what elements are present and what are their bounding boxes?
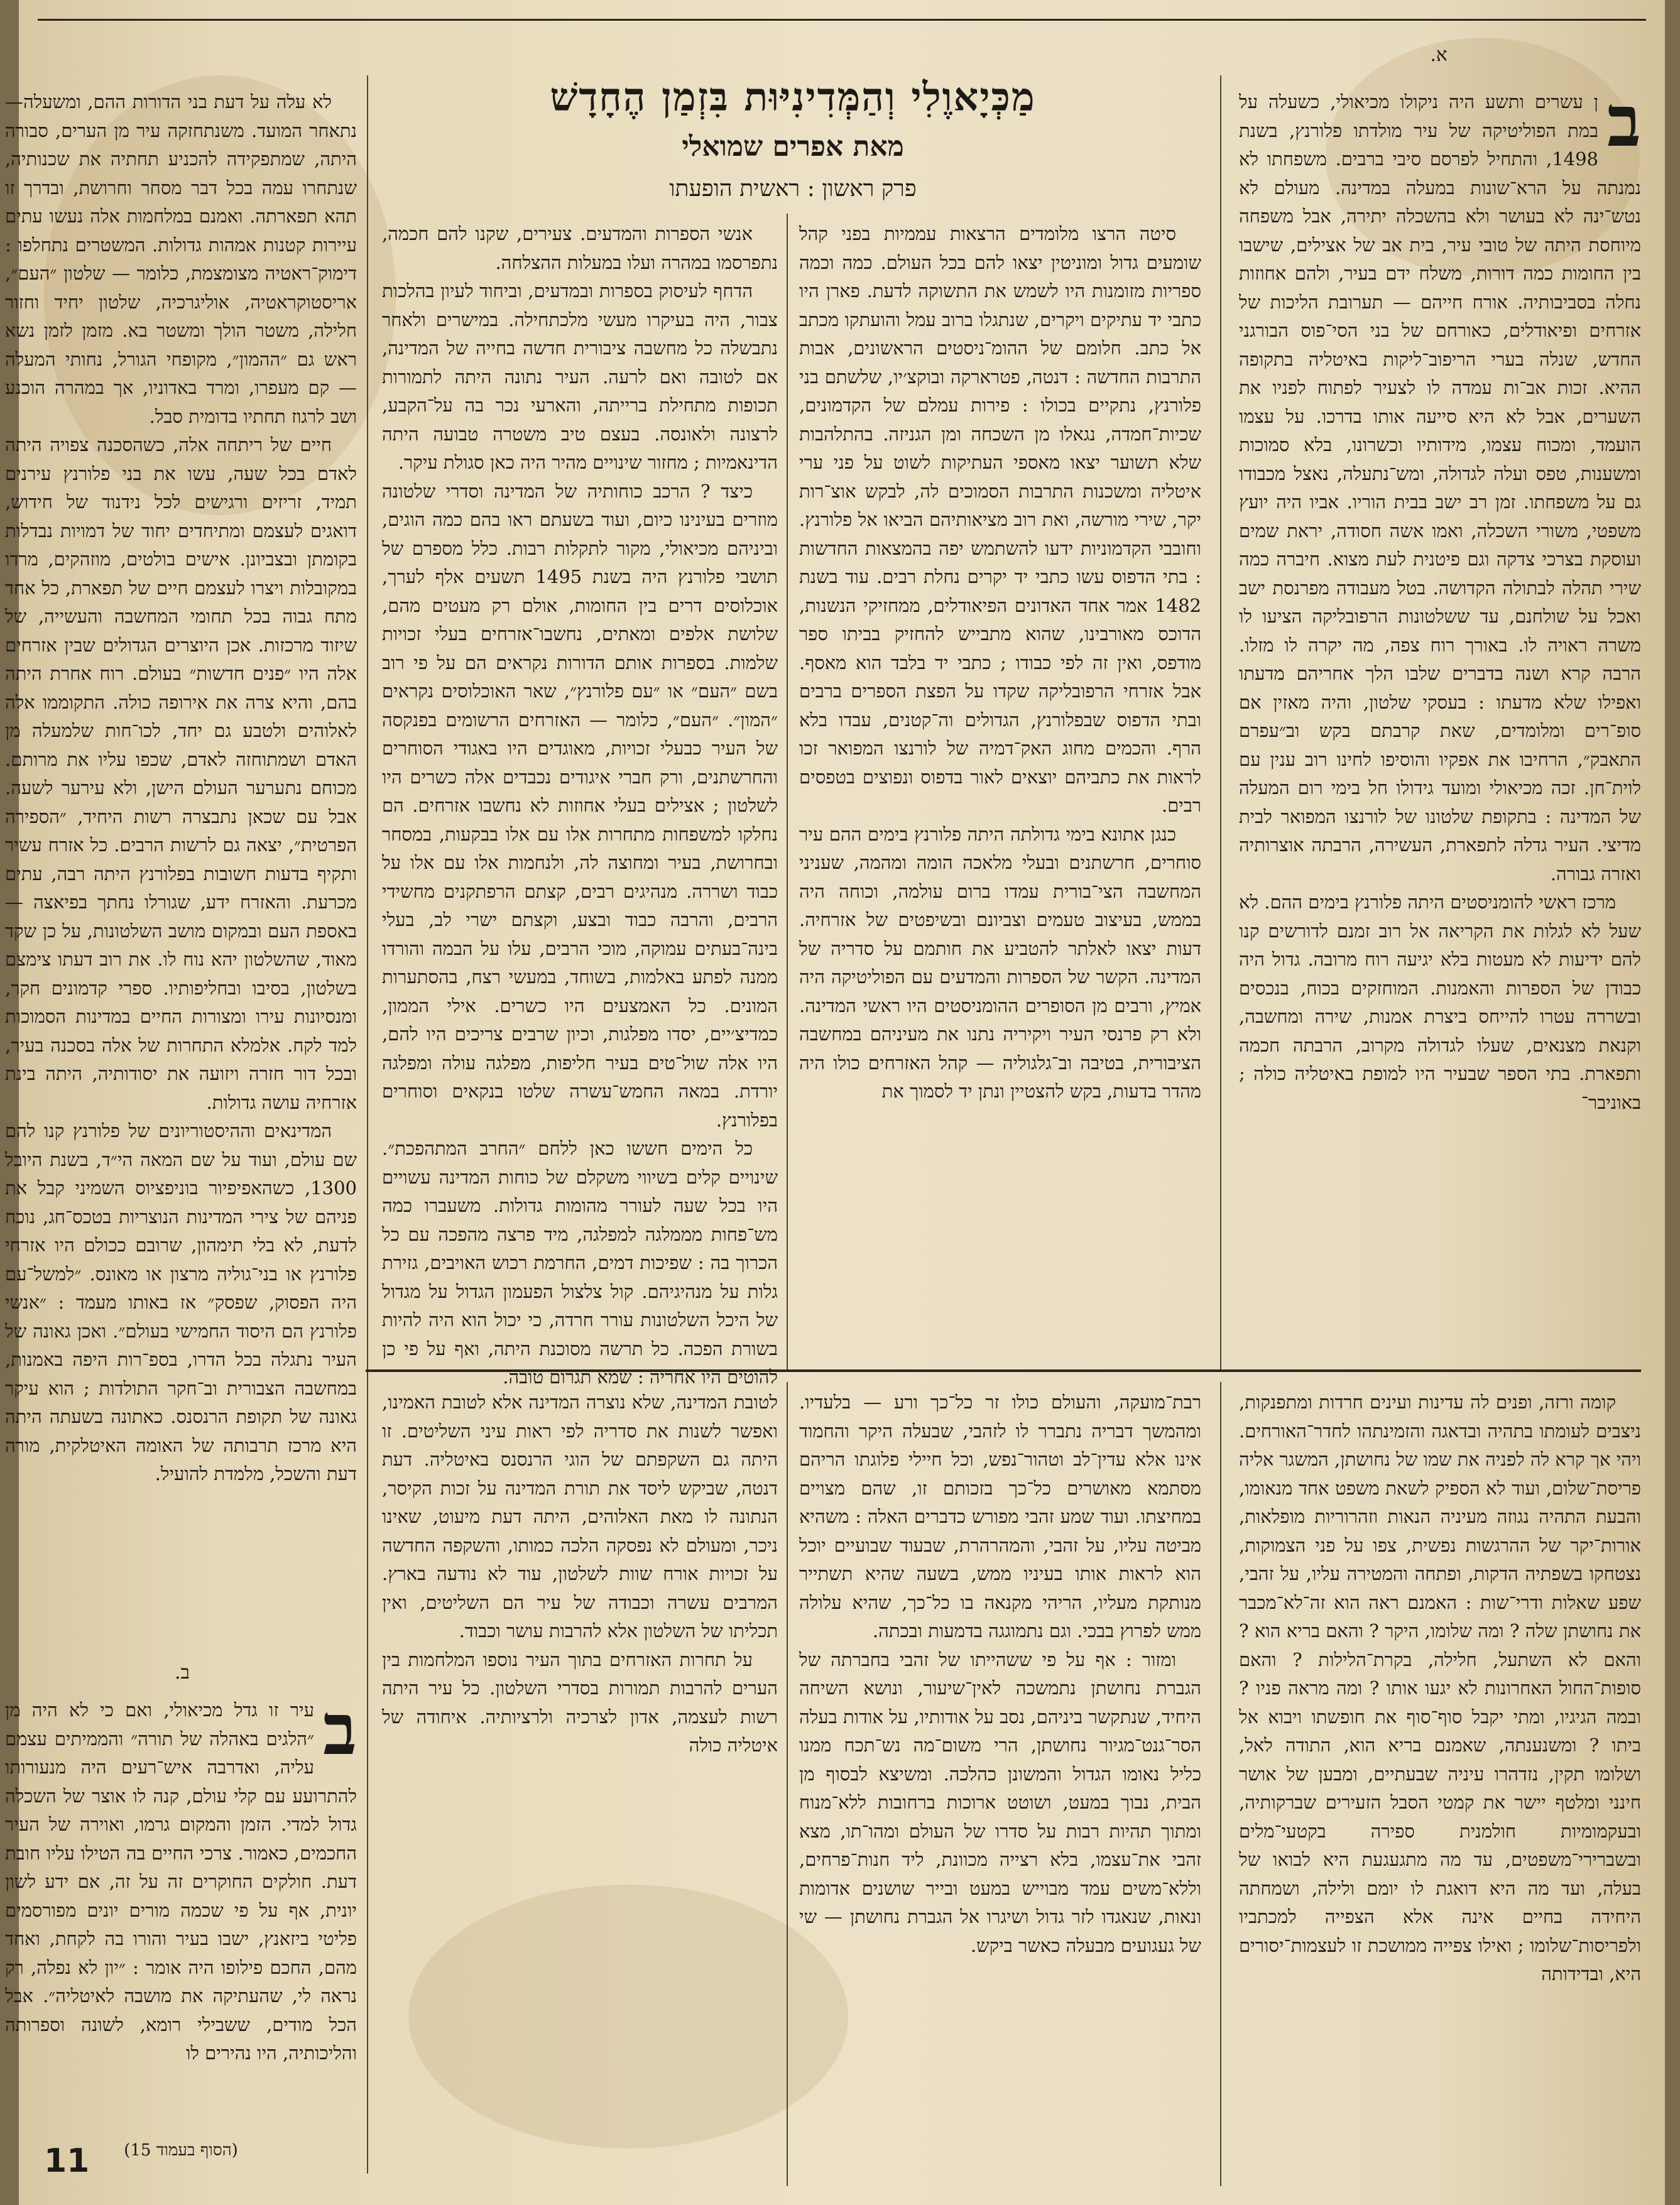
column-paragraph: ב עיר זו גדל מכיאולי, ואם כי לא היה מן ״הלגים באהלה של תורה״ והממיתים עצמם עליה, ואדרבה איש־רעים היה מנעורותו להתרועע עם קלי עולם, קנה לו אוצר של השכלה גדול למדי. הזמן והמקום גרמו, ואוירה של העיר החכמים, כאמור. צרכי החיים בה הטילו עליו חובת דעת. חולקים החוקרים זה על זה, אם ידע לשון יונית, אף על פי שכמה מורים יונים מפורסמים פליטי ביזאנץ, ישבו בעיר והורו בה לקחת, ואחד מהם, החכם פילופו היה אומר : ״יון לא נפלה, רק נראה לי, שהעתיקה את מושבה לאיטליה״. אבל הכל מודים, ששבילי רומא, לשונה וספרותה והליכותיה, היו נהירים לו xyxy=(5,1689,357,2064)
column-paragraph: מרכז ראשי להומניסטים היתה פלורנץ בימים ההם. לא שעל לא לגלות את הקריאה אל רוב זמנם לדורשים קנו להם ידיעות לא מעטות בלא יגיעה רוח מרובה. גדול היה כבודן של הספרות והאמנות. המוחזקים בכוח, בנכסים ובשררה עטרו להייחס ביצרת אמנות, שירה ומחשבה, וקנאת מצנאים, שעלו לגדולה מקרוב, הרבתה חכמה ותפארת. בתי הספר שבעיר היו למופת באיטליה כולה ; באוניבר־ xyxy=(1239,891,1641,1113)
column-paragraph: לא עלה על דעת בני הדורות ההם, ומשעלה— נתאחר המועד. משנתחזקה עיר מן הערים, סבורה היתה, שמתפקידה להכניע תחתיה את שכנותיה, שנתחרו עמה בכל דבר מסחר וחרושת, ובדרך זו תהא תפארתה. ואמנם במלחמות אלה נעשו עתים עיירות קטנות אמהות גדולות. המשטרים נתחלפו : דימוק־ראטיה מצומצמת, כלומר — שלטון ״העם״, אריסטוקראטיה, אוליגרכיה, שלטון יחיד וחזור חלילה, משטר הולך ומשטר בא. מזמן לזמן נשא ראש גם ״ההמון״, מקופחי הגורל, נחותי המעלה — קם מעפרו, ומרד באדוניו, אך במהרה הוכנע ושב לרגוז תחתיו בדומית סבל. xyxy=(5,91,357,427)
column-rule xyxy=(367,75,368,2174)
article-column-1 xyxy=(1239,80,1641,1363)
article-title: מַכְּיָאוֶלִי וְהַמְּדִינִיּוּת בִּזְמַן הֶחָדָשׁ xyxy=(550,74,1036,120)
article-column-4-section-b xyxy=(5,1689,357,2130)
section-marker-a: א. xyxy=(1430,44,1448,66)
column-paragraph: הדחף לעיסוק בספרות ובמדעים, וביחוד לעיון בהלכות צבור, היה בעיקרו מעשי מלכתחילה. במישרים ולאחר נתבשלה כל מחשבה ציבורית חדשה בחייה של המדינה, אם לטובה ואם לרעה. העיר נתונה היתה לתמורות תכופות מתחילת ברייתה, והארעי נכר בה על־הקבע, לרצונה ולאונסה. בעצם טיב משטרה טבועה היתה הדינאמיות ; מחזור שינויים מהיר היה כאן סגולת עיקר. xyxy=(382,280,778,473)
article-header xyxy=(385,69,1201,205)
column-paragraph: אנשי הספרות והמדעים. צעירים, שקנו להם חכמה, נתפרסמו במהרה ועלו במעלות ההצלחה. xyxy=(382,223,778,273)
column-paragraph: חיים של ריתחה אלה, כשהסכנה צפויה היתה לאדם בכל שעה, עשו את בני פלורנץ עירנים תמיד, זריזים ורגישים לכל נידנוד של חידוש, דואגים לעצמם ומתיחדים יחוד של דמויות נבדלות בקומתן ובצביונן. אישים בולטים, מוזהקים, מרדו במקובלות ויצרו לעצמם חיים של תפארת, כל אחד מתח גבוה בכל תחומי המחשבה והעשייה, של שיזוד מרכזות. אכן היוצרים הגדולים שבין אזרחים אלה היו ״פנים חדשות״ בעולם. רוח אחרת היתה בהם, והיא צרה את אירופה כולה. התקוממו אלה לאלוהים ולטבע גם יחד, לכו־חות שלמעלה מן האדם ושמתוחזה לאדם, שכפו עליו את מרותם. מכוחם נתערער העולם הישן, ולא עירער לשעה. אבל עם שכאן נתבצרה רשות היחיד, ״הספירה הפרטית״, יצאה גם לרשות הרבים. כל אזרח עשיר ותקיף בדעות חשובות בפלורנץ היתה רבה, עתים מכרעת. והאזרח ידע, שגורלו נחתך בפיאצה — באספת העם ובמקום מושב השלטונות, על כן שקד מאוד, שהשלטון יהא נוח לו. את רוב דעתו צימצם בשלטון, בסיבו ובחליפותיו. ספרי קדמונים חקר, ומנסיונות עירו ומצורות החיים במדינות הסמוכות למד לקח. אלמלא התחרות של אלה בסכנה בעיר, ובכל דור חזרה ויזועה את יסודותיה, היתה בינת אזרחיה עושה גדולות. xyxy=(5,434,357,1113)
column-rule xyxy=(1220,1382,1221,2186)
article-author: מאת אפרים שמואלי xyxy=(682,131,904,163)
column-paragraph: המדינאים וההיסטוריונים של פלורנץ קנו להם שם עולם, ועוד על שם המאה הי״ד, בשנת היובל 1300, כשהאפיפיור בוניפציוס השמיני קבל את פניהם של צירי המדינות הנוצריות בטכס־חג, נוכח לדעת, לא בלי תימהון, שרובם ככולם היו אזרחי פלורנץ או בני־גוליה מרצון או מאונס. ״למשל־עם היה הפסוק, שפסק״ אז באותו מעמד : ״אנשי פלורנץ הם היסוד החמישי בעולם״. ואכן גאונה של העיר נתגלה בכל הדרו, בספ־רות היפה באמנות, במחשבה הצבורית וב־חקר התולדות ; הוא עיקר גאונה של תקופת הרנסנס. כאתונה בשעתה היתה היא מרכז תרבותה של האומה האיטלקית, מורה דעת והשכל, מלמדת להועיל. xyxy=(5,1120,357,1484)
column-paragraph: על תחרות האזרחים בתוך העיר נוספו המלחמות בין הערים להרבות תמורות בסדרי השלטון. כל עיר היתה רשות לעצמה, אדון לצרכיה ולרציותיה. איחודה של איטליה כולה xyxy=(382,1648,778,1756)
column-paragraph: כל הימים חששו כאן ללחם ״החרב המתהפכת״. שינויים קלים בשיווי משקלם של כוחות המדינה עשויים היו בכל שעה לעורר מהומות גדולות. משעברו כמה מש־פחות מממלגה למפלגה, מיד פרצה מהפכה עם כל הכרוך בה : שפיכות דמים, החרמת רכוש האויבים, גזירת גלות על מנהיגיהם. קול צלצול הפעמון הגדול על מגדול של היכל השלטונות עורר חרדה, כי יכול הוא היה להיות בשורת הפכה. כל תרשה מסוכנת היתה, ואף על פי כן להוטים היו אחריה : שמא תגרום טובה. xyxy=(382,1138,778,1388)
column-paragraph: כיצד ? הרכב כוחותיה של המדינה וסדרי שלטונה מוזרים בעינינו כיום, ועוד בשעתם ראו בהם כמה הוגים, וביניהם מכיאולי, מקור לתקלות רבות. כלל מספרם של תושבי פלורנץ היה בשנת 1495 תשעים אלף לערך, אוכלוסים דרים בין החומות, אולם רק מעטים מהם, שלושת אלפים ומאתים, נחשבו־אזרחים בעלי זכויות שלמות. בספרות אותם הדורות נקראים הם על פי רוב בשם ״העם״ או ״עם פלורנץ״, שאר האוכלוסים נקראים ״המון״. ״העם״, כלומר — האזרחים הרשומים בפנקסה של העיר כבעלי זכויות, מאוגדים היו באגודי הסוחרים והחרשתנים, ורק חברי איגודים נכבדים אלה כשרים היו לשלטון ; אצילים בעלי אחוזות לא נחשבו אזרחים. הם נחלקו למשפחות מתחרות אלו עם אלו בבקעות, במסחר ובחרושת, בעיר ומחוצה לה, ולנחמות אלו עם אלו על כבוד ושררה. מנהיגים רבים, קצתם הרפתקנים מחשידי הרבים, והרבה כבוד ובצע, וקצתם ישרי לב, בעלי בינה־בעתים עמוקה, מוכי הרבים, עלו על הבמה והורדו ממנה לפתע באלמות, בשוחד, במעשי רצח, בהסתערות המונים. כל האמצעים היו כשרים. אילי הממון, כמדיצ׳יים, יסדו מפלגות, וכיון שרבים צריכים היו להם, היו אלה שול־טים בעיר חליפות, מפלגה עולה ומפלגה יורדת. במאה החמש־עשרה שלטו בנקאים וסוחרים בפלורנץ. xyxy=(382,480,778,1131)
story-column-2 xyxy=(799,1388,1201,2199)
column-paragraph: ב ן עשרים ותשע היה ניקולו מכיאולי, כשעלה על במת הפוליטיקה של עיר מולדתו פלורנץ, בשנת 1498, והתחיל לפרסם סיבי ברבים. משפחתו לא נמנתה על הרא־שונות במעלה במדינה. מעולם לא נטש־ינה לא בעושר ולא בהשכלה יתירה, אבל משפחה מיוחסת היתה של טובי עיר, בית אב של אצילים, שישבו בין החומות כמה דורות, משלח ידם בעיר, ולהם אחוזות נחלה בסביבותיה. אורח חייהם — תערובת הליכות של אזרחים ופיאודלים, כאורחם של בני הסי־פוס הבורגני החדש, שנלה בערי הריפוב־ליקות באיטליה בתקופה ההיא. זכות אב־ות עמדה לו לצעיר לפתוח לפניו את השערים, אבל לא היא סייעה אותו בדרכו. על עצמו הועמד, ומכוח עצמו, מידותיו וכשרונו, בלא סמוכות ומשענות, טפס ועלה לגדולה, ומש־נתעלה, נאצל מכבודו גם על משפחתו. זמן רב ישב בבית הוריו. אביו היה יועץ משפטי, משורי השכלה, ואמו אשה חסודה, יראת שמים ועוסקת בצרכי צדקה וגם פיטנית לעת מצוא. חיברה כמה שירי תהלה לבתולה הקדושה. בטל מעבודה מפרנסת ישב ואכל על שולחנם, עד ששלטונות הרפובליקה הציעו לו משרה ראויה לו. באורך רוח צפה, מה יקרה לו מזלו. הרבה קרא ושנה בדברים שלבו הלך אחריהם מדעתו ואפילו שלא מדעתו : בעסקי שלטון, והיה מאזין אם סופ־רים ומלומדים, שאת קרבתם בקש וב״עפרם התאבק״, הרחיבו את אפקיו והוסיפו לחינו רוב ענין עם לוית־חן. זכה מכיאולי ומועד גידולו חל בימי רום המעלה של המדינה : בתקופת שלטונו של לורנצו המפואר לבית מדיצי. העיר גדלה לתפארת, העשירה, הרבתה אוצרותיה ואזרה גבורה. xyxy=(1239,80,1641,885)
column-paragraph: כנגן אתונא בימי גדולתה היתה פלורנץ בימים ההם עיר סוחרים, חרשתנים ובעלי מלאכה הומה ומהמה, שעניני המחשבה הצי־בורית עמדו ברום עולמה, וכוחה היה בממש, בעיצוב טעמים וצביונם ובשיפטים של אזרחיה. דעות יצאו לאלתר להטביע את חותמם על סדריה של המדינה. הקשר של הספרות והמדעים עם הפוליטיקה היה אמיץ, ורבים מן הסופרים ההומניסטים היו ראשי המדינה. ולא רק פרנסי העיר ויקיריה נתנו את מעיניהם במחשבה הציבורית, בטיבה וב־גלגוליה — קהל האזרחים כולו היה מהדר בדעות, בקש להצטיין ונתן יד לסמוך את xyxy=(799,823,1201,1102)
chapter-heading: פרק ראשון : ראשית הופעתו xyxy=(669,176,917,202)
drop-cap: ב xyxy=(323,1689,357,1771)
column-paragraph: קומה ורזה, ופנים לה עדינות ועינים חרדות ומתפנקות, ניצבים לעומתו בתהיה ובדאגה והזמינתהו לחדר־האורחים. ויהי אך קרא לה לפניה את שמו של נחושתן, המשגר אליה פריסת־שלום, ועוד לא הספיק לשאת משפט אחד מנאומו, והבעת התהיה נגוזה מעיניה הנאות וזהרוריות מופלאות, אורות־יקר של ההרגשות נפשית, צפו על פני הצמוקות, נצטחקו בשפתיה הדקות, ופתחה והמטירה עליו, על זהבי, שפע שאלות ודרי־שות : האמנם ראה הוא זה־לא־מכבר את נחושתן שלה ? ומה שלומו, היקר ? והאם בריא הוא ? והאם לא השתעל, חלילה, בקרת־הלילות ? והאם סופות־החול האחרונות לא יגעו אותו ? ומה מראה פניו ? ובמה הגיגיו, ומתי יקבל סוף־סוף את חופשתו ויבוא אל ביתו ? ומשנענתה, שאמנם בריא הוא, התודה לאל, ושלומו תקין, נזדהרו עיניה שבעתיים, ומבען של אושר חינני ומלטף יישר את קמטי הסבל הזעירים שברקותיה, ובעקמומיות חולמנית ספירה בקטעי־מלים ובשברירי־משפטים, עד מה מתגעגעת היא לבואו של בעלה, ועד מה היא דואגת לו יומם ולילה, ושמחתה היחידה בחיים אינה אלא הצפייה למכתביו ולפריסות־שלומו ; ואילו צפייה ממושכת זו לעצמות־יסורים היא, ובדידותה xyxy=(1239,1391,1641,1984)
page-number: 11 xyxy=(44,2142,90,2180)
drop-cap: ב xyxy=(1607,80,1641,163)
column-paragraph: ומזור : אף על פי ששהייתו של זהבי בחברתה של הגברת נחושתן נתמשכה לאין־שיעור, ונושא השיחה היחיד, שנתקשר ביניהם, נסב על אודותיו, על אודות בעלה הסר־גנט־מגיור נחושתן, הרי משום־מה נש־תכח ממנו כליל נאומו הגדול והמשונן כהלכה. ומשיצא לבסוף מן הבית, נבוך במעט, ושוטט ארוכות ברחובות ללא־מנוח ומתוך תהיות רבות על סדרו של העולם ומהו־תו, מצא זהבי את־עצמו, בלא רצייה מכוונת, ליד חנות־פרחים, וללא־משים עמד מבוייש במעט ובייר שושנים אדומות ונאות, שנאגדו לזר גדול ושיגרו אל הגברת נחושתן — שי של געגועים מבעלה כאשר ביקש. xyxy=(799,1648,1201,1956)
column-rule xyxy=(787,214,788,1369)
column-paragraph: סיטה הרצו מלומדים הרצאות עממיות בפני קהל שומעים גדול ומוניטין יצאו להם בכל העולם. כמה וכמה ספריות מזומנות היו לשמש את התשוקה לדעת. פארן היו כתבי יד עתיקים ויקרים, שנתגלו ברוב עמל והועתקו מכתב אל כתב. חלומם של ההומ־ניסטים הראשונים, אבות התרבות החדשה : דנטה, פטרארקה ובוקצ׳יו, שלשתם בני פלורנץ, נתקיים בכולו : פירות עמלם של הקדמונים, שכיות־חמדה, נגאלו מן השכחה ומן הגניזה. בהתלהבות שלא תשוער יצאו מאספי העתיקות לשוט על פני ערי איטליה ומשכנות התרבות הסמוכים לה, לבקש אוצ־רות יקר, שירי מורשה, ואת רוב מציאותיהם הביאו אל פלורנץ. וחובבי הקדמוניות ידעו להשתמש יפה בהמצאות החדשות : בתי הדפוס עשו כתבי יד יקרים נחלת רבים. עוד בשנת 1482 אמר אחד האדונים הפיאודלים, ממחזיקי הנשנות, הדוכס מאורבינו, שהוא מתבייש להחזיק בביתו ספר מודפס, ואין זה לפי כבודו ; כתבי יד בלבד הוא מאסף. אבל אזרחי הרפובליקה שקדו על הפצת הספרים ברבים ובתי הדפוס שבפלורנץ, הגדולים וה־קטנים, עבדו בלא הרף. והכמים מחוג האק־דמיה של לורנצו המפואר זכו לראות את כתביהם יוצאים לאור בדפוס ונפוצים בטפסים רבים. xyxy=(799,223,1201,816)
column-paragraph: רבת־מועקה, והעולם כולו זר כל־כך ורע — בלעדיו. ומהמשך דבריה נתברר לו לזהבי, שבעלה היקר והחמוד אינו אלא עדין־לב וטהור־נפש, וכל חיילי פלוגתו הריהם מסתמא מאושרים כל־כך בזכותם זו, שהם מצויים במחיצתו. ועוד שמע זהבי מפורש כדברים האלה : משהיא מביטה עליו, על זהבי, והמהרהרת, שבעוד שבועיים יוכל הוא לראות אותו בעיניו ממש, בשעה שהיא תשתייר מנותקת מעליו, הריהי מקנאה בו כל־כך, שהיא עלולה ממש לפרוץ בבכי. וגם נתמוגגה בדמעות ובכתה. xyxy=(799,1391,1201,1642)
column-paragraph: לטובת המדינה, שלא נוצרה המדינה אלא לטובת האמינו, ואפשר לשנות את סדריה לפי ראות עיני השליטים. זו היתה גם השקפתם של הוגי הרנסנס באיטליה. דעת דנטה, שביקש ליסד את תורת המדינה על זכות הקיסר, הנתונה לו מאת האלוהים, היתה דעת מיעוט, שאינו ניכר, ומעולם לא נפסקה הלכה כמותו, והשקפה החדשה על זכויות אורח שוות לשלטון, עוד לא נודעה בארץ. המרבים עשרה וכבודה של עיר הם השליטים, ואין תכליתו של השלטון אלא להרבות עושר וכבוד. xyxy=(382,1391,778,1642)
story-column-3 xyxy=(382,1388,778,2199)
top-rule xyxy=(38,19,1646,21)
continuation-note: (הסוף בעמוד 15) xyxy=(124,2141,238,2160)
section-marker-b: ב. xyxy=(175,1662,190,1684)
story-column-1 xyxy=(1239,1388,1641,2199)
column-rule xyxy=(1220,75,1221,1369)
article-column-3 xyxy=(382,220,778,1388)
article-column-4 xyxy=(5,88,357,1696)
article-column-2 xyxy=(799,220,1201,1363)
column-rule xyxy=(787,1382,788,2186)
newspaper-page xyxy=(5,0,1665,2205)
